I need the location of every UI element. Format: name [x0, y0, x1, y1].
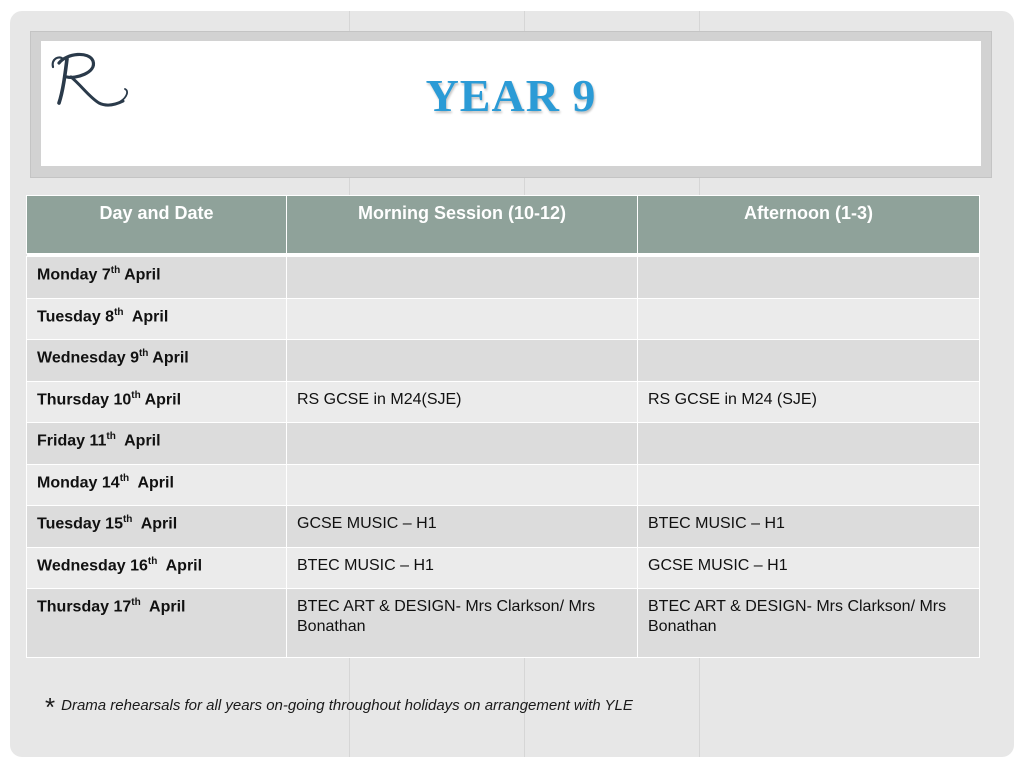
table-row: [27, 547, 980, 589]
page-title: YEAR 9: [425, 70, 597, 121]
table-row: [27, 464, 980, 506]
morning-cell: [287, 464, 638, 506]
day-cell: Thursday 10th April: [27, 381, 287, 423]
column-header-afternoon: Afternoon (1-3): [638, 196, 980, 254]
table-row: [27, 340, 980, 382]
day-cell: Wednesday 16th April: [27, 547, 287, 589]
afternoon-cell: RS GCSE in M24 (SJE): [638, 381, 980, 423]
table-header-row: [27, 196, 980, 254]
afternoon-cell: [638, 423, 980, 465]
header-panel: [41, 41, 981, 166]
day-cell: Monday 14th April: [27, 464, 287, 506]
table-row: [27, 257, 980, 299]
footnote-text: Drama rehearsals for all years on-going throughout holidays on arrangement with YLE: [61, 697, 633, 714]
morning-cell: BTEC ART & DESIGN- Mrs Clarkson/ Mrs Bonathan: [287, 589, 638, 658]
footnote-star: *: [45, 692, 56, 722]
day-cell: Tuesday 8th April: [27, 298, 287, 340]
afternoon-cell: GCSE MUSIC – H1: [638, 547, 980, 589]
day-cell: Wednesday 9th April: [27, 340, 287, 382]
day-cell: Monday 7th April: [27, 257, 287, 299]
column-header-morning: Morning Session (10-12): [287, 196, 638, 254]
morning-cell: GCSE MUSIC – H1: [287, 506, 638, 548]
morning-cell: [287, 423, 638, 465]
table-row: [27, 589, 980, 658]
afternoon-cell: BTEC MUSIC – H1: [638, 506, 980, 548]
morning-cell: [287, 340, 638, 382]
afternoon-cell: BTEC ART & DESIGN- Mrs Clarkson/ Mrs Bonathan: [638, 589, 980, 658]
morning-cell: [287, 257, 638, 299]
table-row: [27, 423, 980, 465]
footnote: [45, 692, 633, 723]
schedule-table: [26, 195, 980, 658]
day-cell: Friday 11th April: [27, 423, 287, 465]
table-row: [27, 298, 980, 340]
morning-cell: RS GCSE in M24(SJE): [287, 381, 638, 423]
day-cell: Thursday 17th April: [27, 589, 287, 658]
table-row: [27, 506, 980, 548]
header-frame: [30, 31, 992, 178]
morning-cell: [287, 298, 638, 340]
morning-cell: BTEC MUSIC – H1: [287, 547, 638, 589]
day-cell: Tuesday 15th April: [27, 506, 287, 548]
afternoon-cell: [638, 340, 980, 382]
column-header-day: Day and Date: [27, 196, 287, 254]
afternoon-cell: [638, 298, 980, 340]
afternoon-cell: [638, 464, 980, 506]
table-row: [27, 381, 980, 423]
afternoon-cell: [638, 257, 980, 299]
